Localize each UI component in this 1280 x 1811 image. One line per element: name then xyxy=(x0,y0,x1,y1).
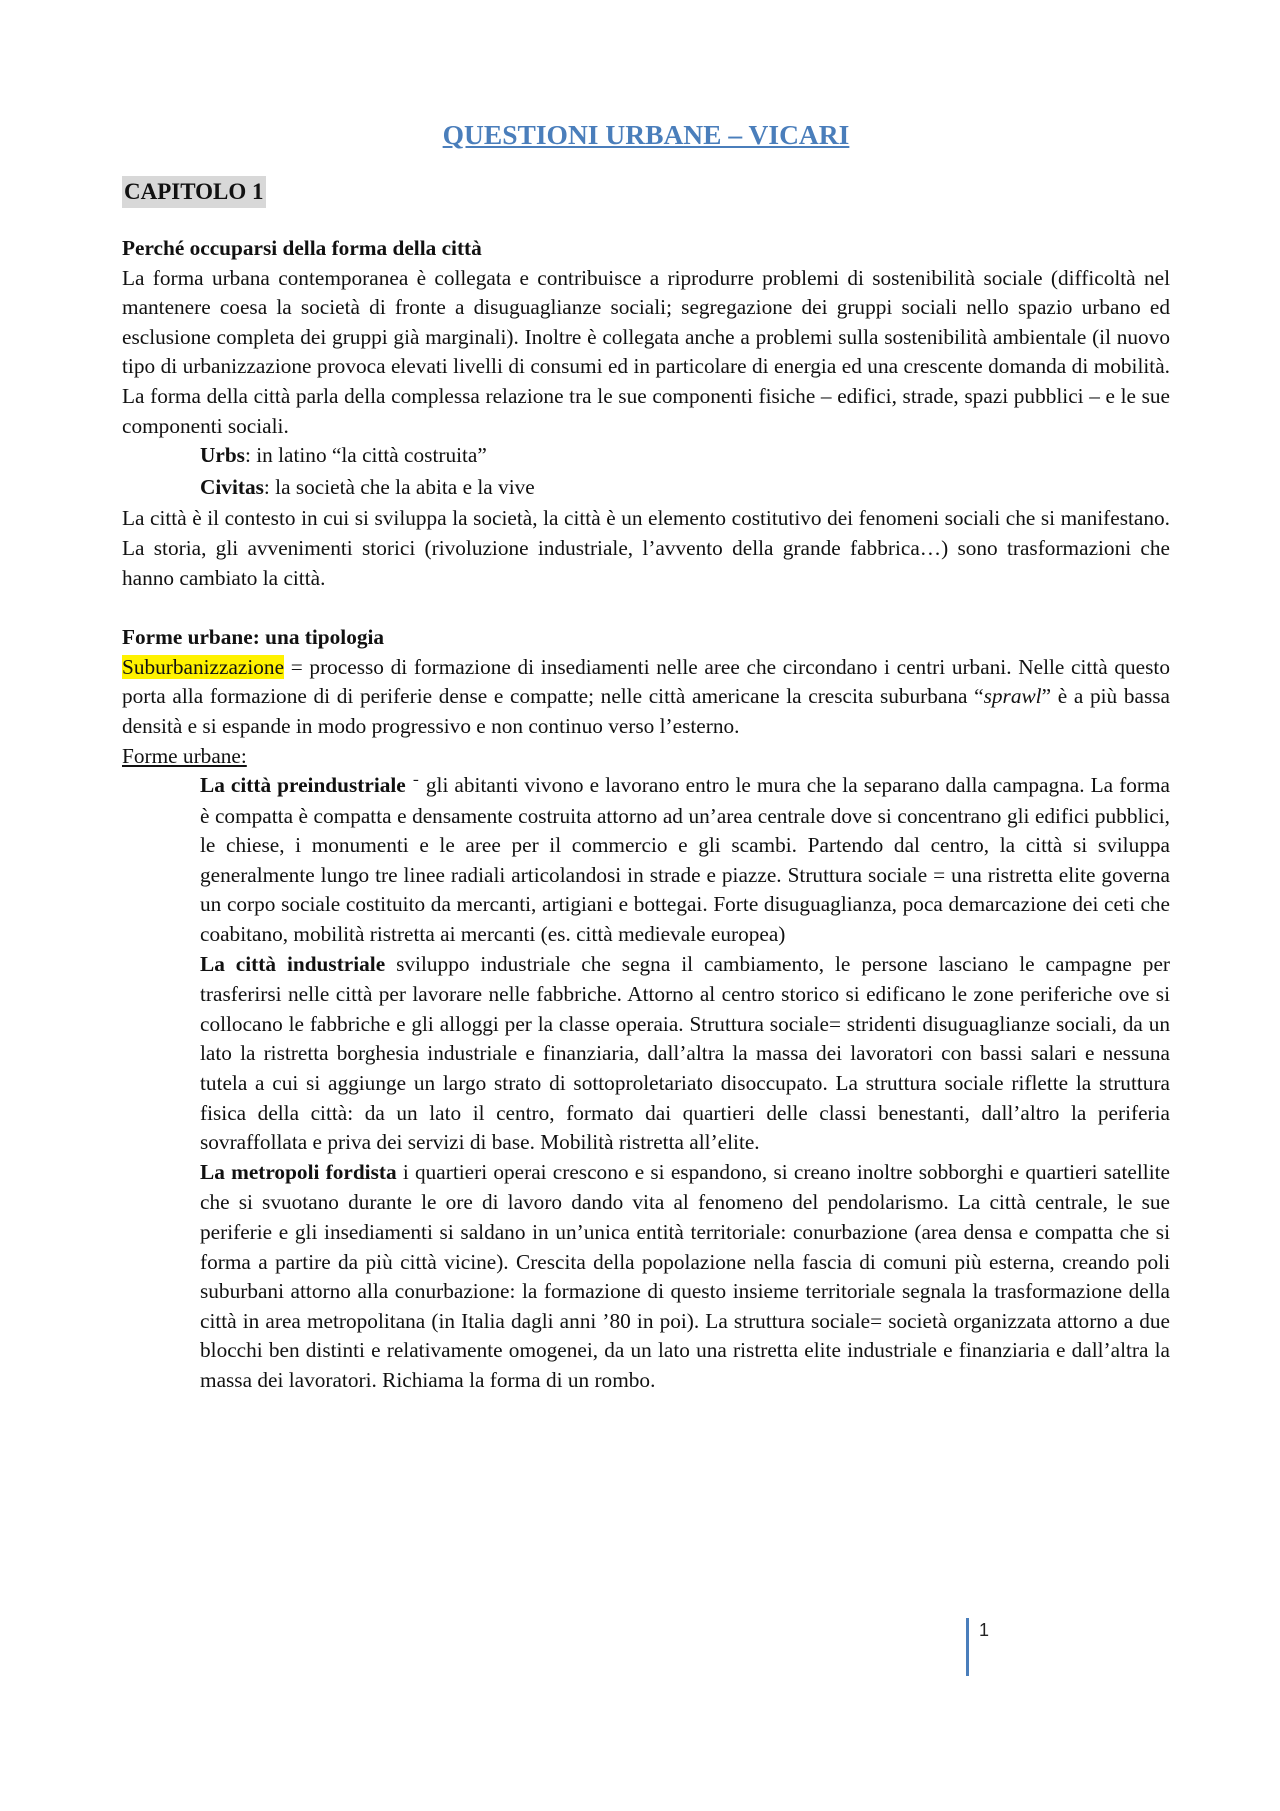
term-urbs: Urbs xyxy=(200,443,245,468)
page-content xyxy=(122,118,1170,1396)
definition-text: = processo di formazione di insediamenti nelle aree che circondano i centri urbani. Nelle città questo porta alla formazione di di periferie dense e compatte; nelle città americane la crescita suburbana “ xyxy=(122,654,1170,709)
arrow-icon: ¯ xyxy=(411,777,420,797)
section-heading-tipologia: Forme urbane: una tipologia xyxy=(122,625,385,650)
page-number-footer xyxy=(966,1618,989,1676)
page-number: 1 xyxy=(979,1620,990,1640)
definition-text: ” è a più bassa densità e si espande in modo progressivo e non continuo verso l’esterno. xyxy=(122,684,1170,738)
list-item xyxy=(162,771,1170,950)
list-item xyxy=(162,1158,1170,1396)
chapter-heading: CAPITOLO 1 xyxy=(122,176,266,208)
italic-term: sprawl xyxy=(983,684,1042,709)
bullet-list-forme-urbane xyxy=(122,771,1170,1395)
highlighted-term: Suburbanizzazione xyxy=(122,654,285,679)
subheading-forme-urbane: Forme urbane: xyxy=(122,743,247,768)
section-heading-forma: Perché occuparsi della forma della città xyxy=(122,236,482,260)
item-text: gli abitanti vivono e lavorano entro le mura che la separano dalla campagna. La forma è compatta è compatta e densamente costruita attorno ad un’area centrale dove si concentrano gli edifici pubblici, le chiese, i monumenti e le aree per il commercio e gli scambi. Partendo dal centro, la città si sviluppa generalmente lungo tre linee radiali articolandosi in strade e piazze. Struttura sociale = una ristretta elite governa un corpo sociale costituito da mercanti, artigiani e bottegai. Forte disuguaglianza, poca demarcazione dei ceti che coabitano, mobilità ristretta ai mercanti (es. città medievale europea) xyxy=(200,773,1170,947)
document-title: QUESTIONI URBANE – VICARI xyxy=(442,119,850,150)
term-metropoli-fordista: La metropoli fordista xyxy=(200,1159,397,1184)
item-text: i quartieri operai crescono e si espandono, si creano inoltre sobborghi e quartieri satellite che si svuotano durante le ore di lavoro dando vita al fenomeno del pendolarismo. La città centrale, le sue periferie e gli insediamenti si saldano in un’unica entità territoriale: conurbazione (area densa e compatta che si forma a partire da più città vicine). Crescita della popolazione nella fascia di comuni più esterna, creando poli suburbani attorno alla conurbazione: la formazione di questo insieme territoriale segnala la trasformazione della città in area metropolitana (in Italia dagli anni ’80 in poi). La struttura sociale= società organizzata attorno a due blocchi ben distinti e relativamente omogenei, da un lato una ristretta elite industriale e finanziaria e dall’altra la massa dei lavoratori. Richiama la forma di un rombo. xyxy=(200,1159,1170,1392)
term-citta-industriale: La città industriale xyxy=(200,951,386,976)
list-item xyxy=(162,441,1170,471)
spacer xyxy=(122,593,1170,623)
paragraph-suburbanizzazione xyxy=(122,653,1170,742)
item-text: sviluppo industriale che segna il cambiamento, le persone lasciano le campagne per trasferirsi nelle città per lavorare nelle fabbriche. Attorno al centro storico si edificano le zone periferiche ove si collocano le fabbriche e gli alloggi per la classe operaia. Struttura sociale= stridenti disuguaglianze sociali, da un lato la ristretta borghesia industriale e finanziaria, dall’altra la massa dei lavoratori con bassi salari e nessuna tutela a cui si aggiunge un largo strato di sottoproletariato disoccupato. La struttura sociale riflette la struttura fisica della città: da un lato il centro, formato dai quartieri delle classi benestanti, dall’altro la periferia sovraffollata e priva dei servizi di base. Mobilità ristretta all’elite. xyxy=(200,951,1170,1155)
paragraph-citta-contesto: La città è il contesto in cui si sviluppa la società, la città è un elemento costitutivo dei fenomeni sociali che si manifestano. La storia, gli avvenimenti storici (rivoluzione industriale, l’avvento della grande fabbrica…) sono trasformazioni che hanno cambiato la città. xyxy=(122,506,1170,590)
definition-text: : in latino “la città costruita” xyxy=(244,443,487,468)
paragraph-forma-urbana: La forma urbana contemporanea è collegata e contribuisce a riprodurre problemi di sostenibilità sociale (difficoltà nel mantenere coesa la società di fronte a disuguaglianze sociali; segregazione dei gruppi sociali nello spazio urbano ed esclusione completa dei gruppi già marginali). Inoltre è collegata anche a problemi sulla sostenibilità ambientale (il nuovo tipo di urbanizzazione provoca elevati livelli di consumi ed in particolare di energia ed una crescente domanda di mobilità. La forma della città parla della complessa relazione tra le sue componenti fisiche – edifici, strade, spazi pubblici – e le sue componenti sociali. xyxy=(122,265,1170,438)
term-civitas: Civitas xyxy=(200,474,264,499)
bullet-list-urbs-civitas xyxy=(122,441,1170,502)
list-item xyxy=(162,950,1170,1158)
definition-text: : la società che la abita e la vive xyxy=(263,474,535,499)
term-citta-preindustriale: La città preindustriale xyxy=(200,773,406,798)
list-item xyxy=(162,473,1170,503)
